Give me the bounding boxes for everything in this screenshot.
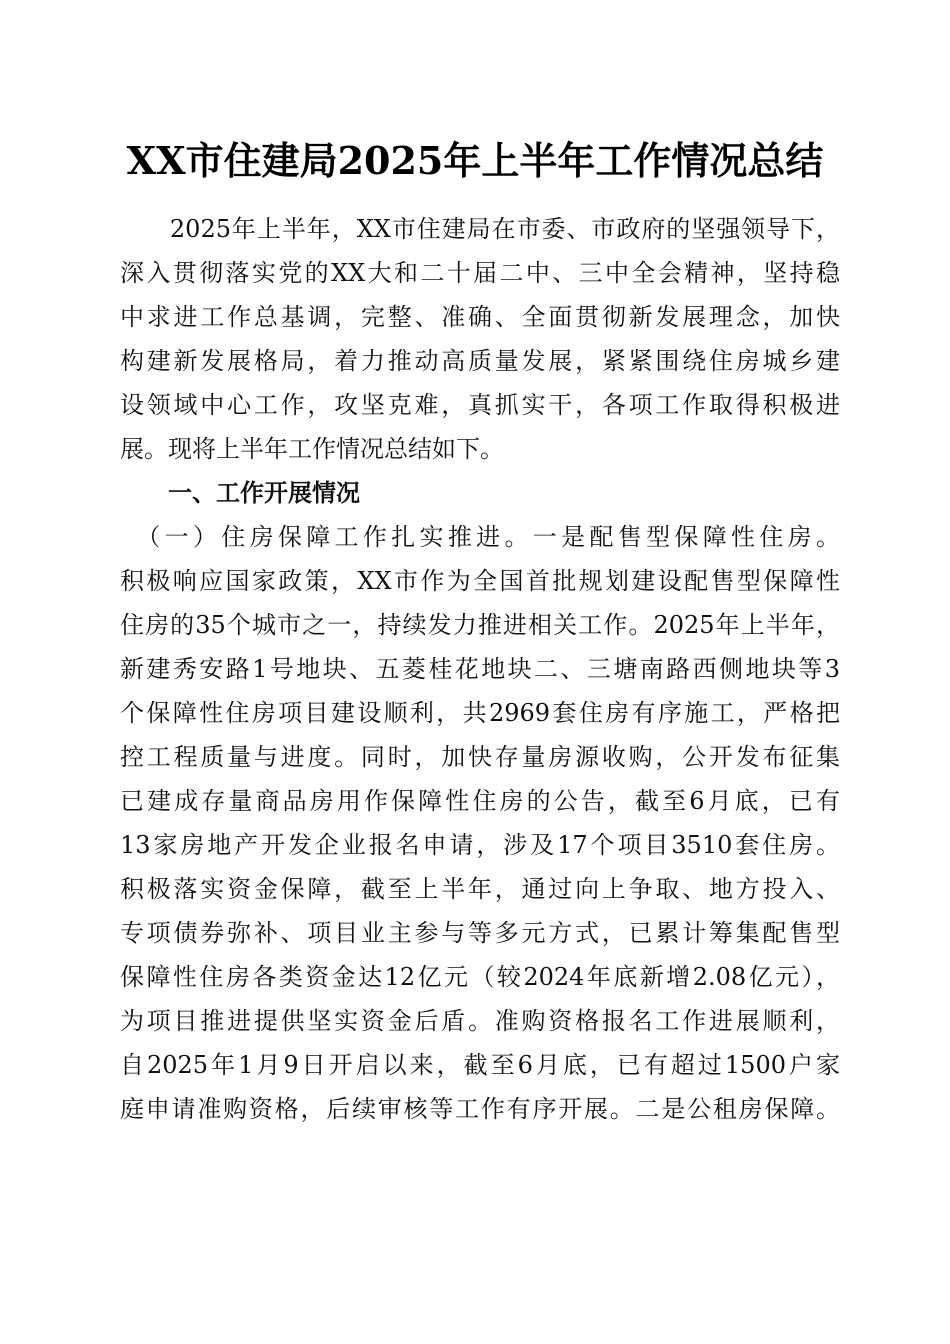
paragraph-line: 新建秀安路1号地块、五菱桂花地块二、三塘南路西侧地块等3 bbox=[120, 655, 840, 683]
paragraph-line: 住房的35个城市之一，持续发力推进相关工作。2025年上半年， bbox=[120, 611, 840, 639]
paragraph-line: 积极落实资金保障，截至上半年，通过向上争取、地方投入、 bbox=[120, 875, 840, 903]
paragraph-line: 控工程质量与进度。同时，加快存量房源收购，公开发布征集 bbox=[120, 743, 840, 771]
paragraph-line: 保障性住房各类资金达12亿元（较2024年底新增2.08亿元）， bbox=[120, 963, 840, 991]
paragraph-line: 2025年上半年，XX市住建局在市委、市政府的坚强领导下， bbox=[120, 215, 840, 243]
paragraph-line: 自2025年1月9日开启以来，截至6月底，已有超过1500户家 bbox=[120, 1051, 840, 1079]
paragraph-line: 设领域中心工作，攻坚克难，真抓实干，各项工作取得积极进 bbox=[120, 391, 840, 419]
document-title: XX市住建局2025年上半年工作情况总结 bbox=[126, 138, 824, 183]
paragraph-line: 展。现将上半年工作情况总结如下。 bbox=[120, 435, 504, 463]
paragraph-line: 13家房地产开发企业报名申请，涉及17个项目3510套住房。 bbox=[120, 831, 840, 859]
paragraph-line: 构建新发展格局，着力推动高质量发展，紧紧围绕住房城乡建 bbox=[120, 347, 840, 375]
section-heading: 一、工作开展情况 bbox=[168, 479, 360, 507]
paragraph-line: 深入贯彻落实党的XX大和二十届二中、三中全会精神，坚持稳 bbox=[120, 259, 840, 287]
paragraph-line: 为项目推进提供坚实资金后盾。准购资格报名工作进展顺利， bbox=[120, 1007, 840, 1035]
paragraph-line: 专项债券弥补、项目业主参与等多元方式，已累计筹集配售型 bbox=[120, 919, 840, 947]
paragraph-line: 积极响应国家政策，XX市作为全国首批规划建设配售型保障性 bbox=[120, 567, 840, 595]
paragraph-line: 中求进工作总基调，完整、准确、全面贯彻新发展理念，加快 bbox=[120, 303, 840, 331]
paragraph-line: 个保障性住房项目建设顺利，共2969套住房有序施工，严格把 bbox=[120, 699, 840, 727]
paragraph-line: （一）住房保障工作扎实推进。一是配售型保障性住房。 bbox=[120, 523, 840, 551]
paragraph-line: 已建成存量商品房用作保障性住房的公告，截至6月底，已有 bbox=[120, 787, 840, 815]
paragraph-line: 庭申请准购资格，后续审核等工作有序开展。二是公租房保障。 bbox=[120, 1095, 840, 1123]
